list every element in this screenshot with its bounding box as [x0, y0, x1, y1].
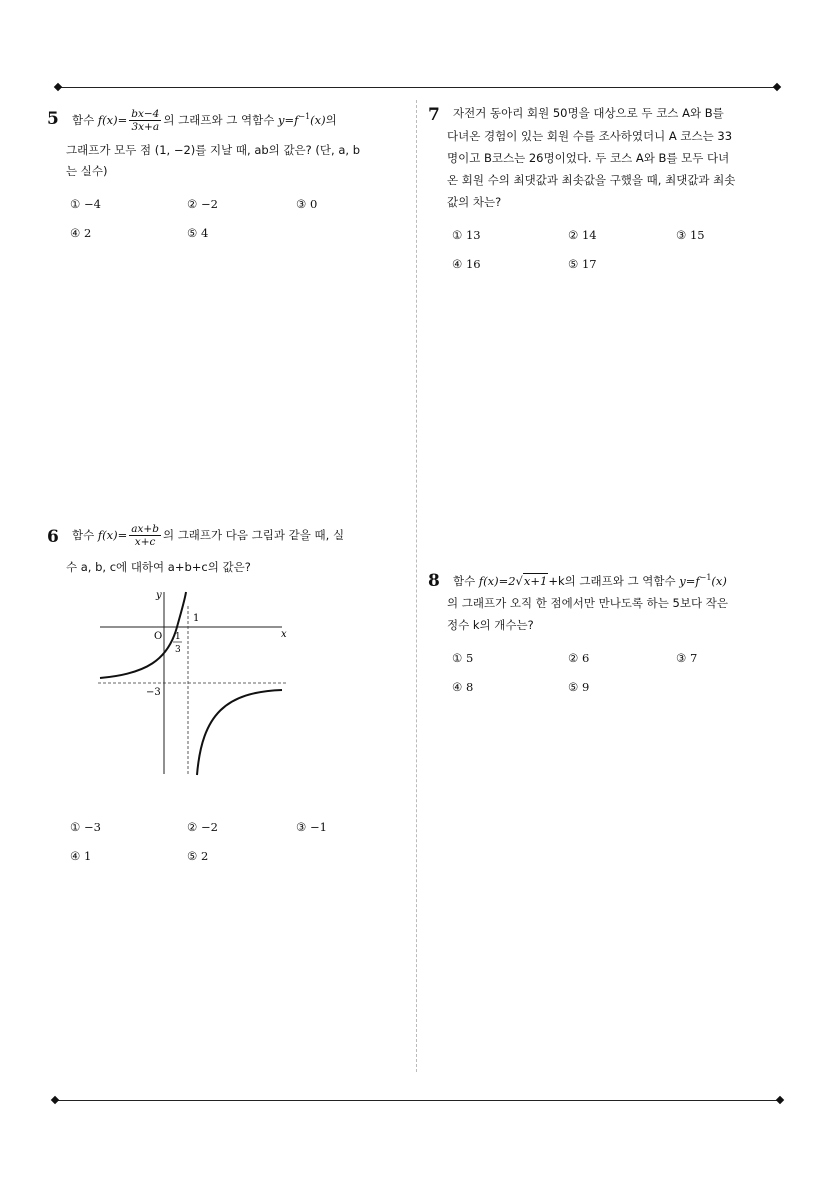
- question-5-line-3: 는 실수): [66, 164, 108, 178]
- question-6-choice-4[interactable]: ④ 1: [70, 849, 92, 863]
- question-8-choice-5[interactable]: ⑤ 9: [568, 680, 590, 694]
- question-5-line-2: 그래프가 모두 점 (1, −2)를 지날 때, ab의 값은? (단, a, b: [66, 143, 360, 157]
- graph-y-label: y: [156, 590, 162, 601]
- question-7-line-1: 자전거 동아리 회원 50명을 대상으로 두 코스 A와 B를: [453, 106, 724, 120]
- top-rule-right-diamond: [773, 83, 781, 91]
- top-rule: [58, 87, 778, 88]
- question-8-number: 8: [428, 571, 440, 591]
- question-6-choice-3[interactable]: ③ −1: [296, 820, 327, 834]
- graph-xint-numerator: 1: [175, 632, 181, 642]
- question-8-choice-1[interactable]: ① 5: [452, 651, 474, 665]
- curve-right-branch: [197, 690, 282, 775]
- question-8-line-3: 정수 k의 개수는?: [447, 618, 534, 632]
- graph-asymptote-x-label: 1: [193, 613, 200, 624]
- question-7-line-4: 온 회원 수의 최댓값과 최솟값을 구했을 때, 최댓값과 최솟: [447, 173, 736, 187]
- question-8-line-1: 함수 f(x)=2√x+1+k의 그래프와 그 역함수 $y=f^{-1}(x)$: [453, 573, 727, 588]
- question-7-choice-5[interactable]: ⑤ 17: [568, 257, 597, 271]
- graph-x-label: x: [281, 629, 287, 640]
- question-5-fraction: $\frac{bx-4}{3x+a}$: [131, 107, 160, 133]
- column-separator: [416, 100, 417, 1072]
- question-6-choice-1[interactable]: ① −3: [70, 820, 101, 834]
- question-7-line-5: 값의 차는?: [447, 195, 502, 209]
- question-5-text: [72, 106, 402, 133]
- question-6-line-1: 함수 f(x)= $\frac{ax+b}{x+c}$ 의 그래프가 다음 그림과 같을 때, 실: [72, 523, 345, 548]
- question-5-line-1: 함수 f(x)= $\frac{bx-4}{3x+a}$ 의 그래프와 그 역함수 $y=f^{-1}(x)$의: [72, 107, 337, 133]
- question-6-graph: [96, 584, 296, 784]
- question-6-number: 6: [47, 527, 59, 547]
- question-8-choice-3[interactable]: ③ 7: [676, 651, 698, 665]
- graph-xint-denominator: 3: [175, 645, 181, 655]
- question-6-line-2: 수 a, b, c에 대하여 a+b+c의 값은?: [66, 560, 251, 574]
- question-7-number: 7: [428, 105, 440, 125]
- question-7-choice-3[interactable]: ③ 15: [676, 228, 705, 242]
- question-8-choice-4[interactable]: ④ 8: [452, 680, 474, 694]
- bottom-rule: [58, 1100, 778, 1101]
- question-5-choice-5[interactable]: ⑤ 4: [187, 226, 209, 240]
- bottom-rule-right-diamond: [776, 1096, 784, 1104]
- sqrt-sign: √: [515, 573, 523, 588]
- question-5-choice-1[interactable]: ① −4: [70, 197, 101, 211]
- question-6-choice-2[interactable]: ② −2: [187, 820, 218, 834]
- question-6-fraction: $\frac{ax+b}{x+c}$: [131, 523, 159, 548]
- question-5-choice-2[interactable]: ② −2: [187, 197, 218, 211]
- question-7-line-2: 다녀온 경험이 있는 회원 수를 조사하였더니 A 코스는 33: [447, 129, 733, 143]
- question-7-line-3: 명이고 B코스는 26명이었다. 두 코스 A와 B를 모두 다녀: [447, 151, 730, 165]
- top-rule-left-diamond: [54, 83, 62, 91]
- question-6-text: [72, 523, 402, 548]
- question-5-choice-3[interactable]: ③ 0: [296, 197, 318, 211]
- graph-origin-label: O: [154, 631, 163, 642]
- question-5-choice-4[interactable]: ④ 2: [70, 226, 92, 240]
- question-7-choice-4[interactable]: ④ 16: [452, 257, 481, 271]
- question-7-choice-1[interactable]: ① 13: [452, 228, 481, 242]
- question-5-number: 5: [47, 109, 59, 129]
- question-8-choice-2[interactable]: ② 6: [568, 651, 590, 665]
- graph-asymptote-y-label: −3: [146, 687, 161, 698]
- question-8-line-2: 의 그래프가 오직 한 점에서만 만나도록 하는 5보다 작은: [447, 596, 728, 610]
- curve-left-branch: [100, 592, 186, 678]
- question-7-choice-2[interactable]: ② 14: [568, 228, 597, 242]
- question-6-choice-5[interactable]: ⑤ 2: [187, 849, 209, 863]
- bottom-rule-left-diamond: [51, 1096, 59, 1104]
